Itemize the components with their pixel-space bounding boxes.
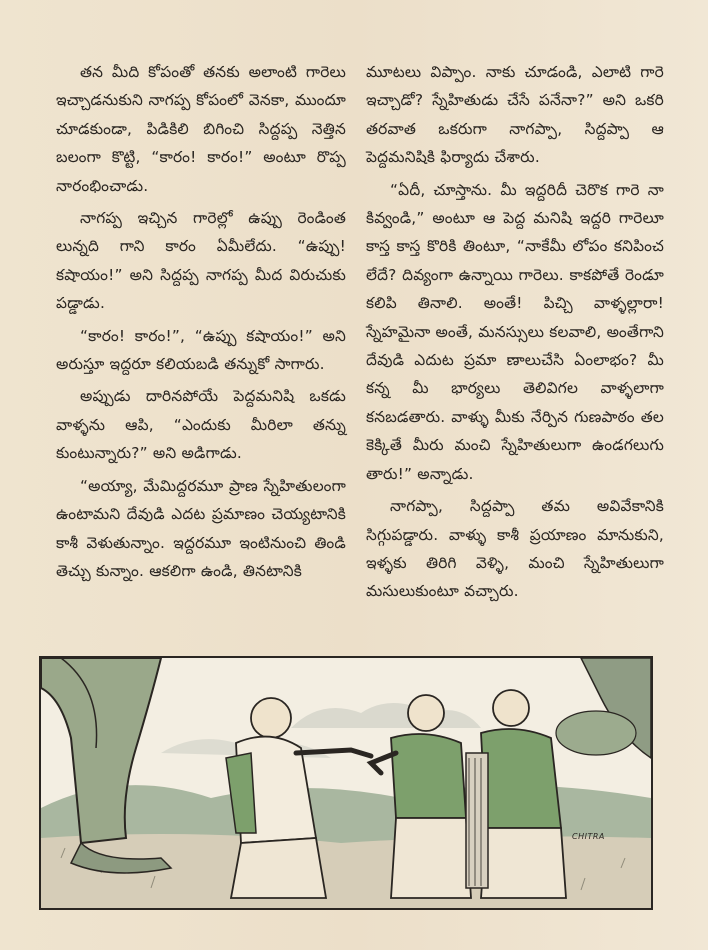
paragraph: “కారం! కారం!”, “ఉప్పు కషాయం!” అని అరుస్తూ ఇద్దరూ కలియబడి తన్నుకో సాగారు. — [56, 326, 346, 374]
story-illustration — [39, 656, 653, 910]
illustration-drawing — [41, 658, 651, 908]
paragraph: నాగప్ప ఇచ్చిన గారెల్లో ఉప్పు రెండింత లున్నది గాని కారం ఏమీలేదు. “ఉప్పు! కషాయం!” అని సిద్దప్ప నాగప్ప మీద విరుచుకు పడ్డాడు. — [56, 209, 346, 313]
paragraph: అప్పుడు దారినపోయే పెద్దమనిషి ఒకడు వాళ్ళను ఆపి, “ఎందుకు మీరిలా తన్ను కుంటున్నారు?” అని అడిగాడు. — [56, 387, 346, 463]
right-text-column — [366, 58, 664, 610]
artist-signature: CHITRA — [572, 832, 605, 841]
paragraph: తన మీది కోపంతో తనకు అలాంటి గారెలు ఇచ్చాడనుకుని నాగప్ప కోపంలో వెనకా, ముందూ చూడకుండా, పిడికిలి బిగించి సిద్దప్ప నెత్తిన బలంగా కొట్టి, “కారం! కారం!” అంటూ రొప్ప నారంభించాడు. — [56, 63, 346, 195]
paragraph: నాగప్పా, సిద్దప్పా తమ అవివేకానికి సిగ్గుపడ్డారు. వాళ్ళు కాశీ ప్రయాణం మానుకుని, ఇళ్ళకు తిరిగి వెళ్ళి, మంచి స్నేహితులుగా మసులుకుంటూ వచ్చారు. — [366, 497, 664, 601]
left-text-column — [56, 58, 346, 589]
paragraph-continued: మూటలు విప్పాం. నాకు చూడండి, ఎలాటి గారె ఇచ్చాడో? స్నేహితుడు చేసే పనేనా?” అని ఒకరి తరవాత ఒకరుగా నాగప్పా, సిద్దప్పా ఆ పెద్దమనిషికి ఫిర్యాదు చేశారు. — [366, 63, 664, 167]
paragraph: “ఏదీ, చూస్తాను. మీ ఇద్దరిదీ చెరొక గారె నా కివ్వండి,” అంటూ ఆ పెద్ద మనిషి ఇద్దరి గారెలూ కాస్త కాస్త కొరికి తింటూ, “నాకేమీ లోపం కనిపించ లేదే? దివ్యంగా ఉన్నాయి గారెలు. కాకపోతే రెండూ కలిపి తినాలి. అంతే! పిచ్చి వాళ్ళల్లారా! స్నేహమైనా అంతే, మనస్సులు కలవాలి, అంతేగాని దేవుడి ఎదుట ప్రమా ణాలుచేసి ఏంలాభం? మీ కన్న మీ భార్యలు తెలివిగల వాళ్ళలాగా కనబడతారు. వాళ్ళు మీకు నేర్పిన గుణపాఠం తల కెక్కితే మీరు మంచి స్నేహితులుగా ఉండగలుగు తారు!” అన్నాడు. — [366, 180, 664, 483]
paragraph: “అయ్యా, మేమిద్దరమూ ప్రాణ స్నేహితులంగా ఉంటామని దేవుడి ఎదట ప్రమాణం చెయ్యటానికి కాశీ వెళుతున్నాం. ఇద్దరమూ ఇంటినుంచి తిండి తెచ్చు కున్నాం. ఆకలిగా ఉండి, తినటానికి — [56, 476, 346, 580]
